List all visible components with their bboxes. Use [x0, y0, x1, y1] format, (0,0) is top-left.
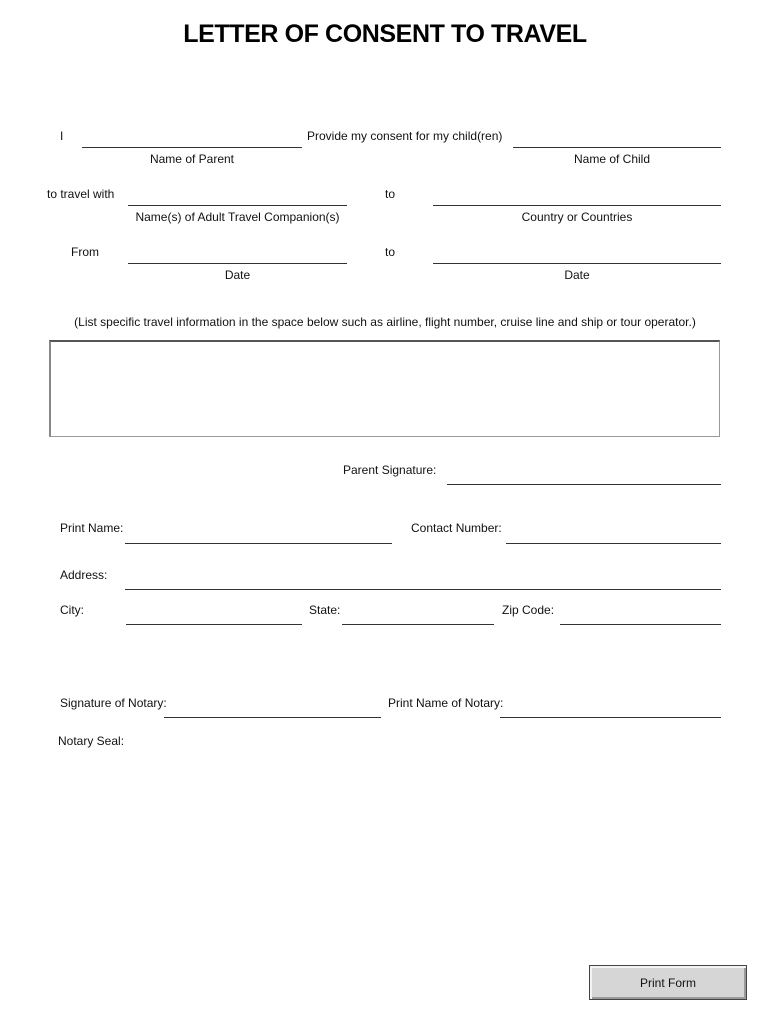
address-field-wrap [125, 572, 721, 590]
parent-name-field[interactable] [82, 131, 302, 147]
child-name-field[interactable] [513, 131, 721, 147]
print-name-field-wrap [125, 526, 392, 544]
zip-code-field[interactable] [560, 608, 721, 624]
notary-signature-label: Signature of Notary: [60, 696, 167, 710]
contact-number-field-wrap [506, 526, 721, 544]
address-line [125, 589, 721, 590]
parent-name-line [82, 147, 302, 148]
address-label: Address: [60, 568, 108, 582]
print-form-button[interactable] [589, 965, 747, 1000]
print-name-line [125, 543, 392, 544]
address-field[interactable] [125, 573, 721, 589]
notary-print-name-field[interactable] [500, 701, 721, 717]
from-date-line [128, 263, 347, 264]
child-name-field-wrap [513, 130, 721, 148]
form-title: LETTER OF CONSENT TO TRAVEL [183, 20, 587, 48]
contact-number-line [506, 543, 721, 544]
state-label: State: [309, 603, 341, 617]
child-name-line [513, 147, 721, 148]
i-label: I [60, 129, 64, 143]
instructions-text: (List specific travel information in the space below such as airline, flight number, cruise line and ship or tour operator.) [74, 315, 696, 329]
notary-print-name-label: Print Name of Notary: [388, 696, 504, 710]
travel-details-field[interactable] [51, 342, 719, 436]
from-date-field[interactable] [128, 247, 347, 263]
city-line [126, 624, 302, 625]
child-name-caption: Name of Child [573, 152, 651, 166]
notary-seal-label: Notary Seal: [58, 734, 125, 748]
notary-signature-field-wrap [164, 700, 381, 718]
from-date-caption: Date [224, 268, 251, 282]
country-field[interactable] [433, 189, 721, 205]
parent-signature-label: Parent Signature: [343, 463, 437, 477]
notary-print-name-line [500, 717, 721, 718]
zip-code-field-wrap [560, 607, 721, 625]
state-field-wrap [342, 607, 494, 625]
companion-caption: Name(s) of Adult Travel Companion(s) [135, 210, 340, 224]
to-date-field[interactable] [433, 247, 721, 263]
parent-name-caption: Name of Parent [149, 152, 235, 166]
notary-signature-line [164, 717, 381, 718]
parent-signature-field-wrap [447, 467, 721, 485]
companion-field[interactable] [128, 189, 347, 205]
print-form-button-label: Print Form [639, 975, 696, 990]
print-name-field[interactable] [125, 527, 392, 543]
country-line [433, 205, 721, 206]
city-field-wrap [126, 607, 302, 625]
state-field[interactable] [342, 608, 494, 624]
travel-details-box [49, 340, 720, 437]
city-label: City: [60, 603, 84, 617]
to-label-1: to [385, 187, 396, 201]
to-date-field-wrap [433, 246, 721, 264]
from-label: From [71, 245, 99, 259]
print-name-label: Print Name: [60, 521, 124, 535]
to-date-line [433, 263, 721, 264]
parent-signature-field[interactable] [447, 468, 721, 484]
companion-line [128, 205, 347, 206]
zip-code-line [560, 624, 721, 625]
to-date-caption: Date [564, 268, 590, 282]
contact-number-label: Contact Number: [411, 521, 502, 535]
parent-signature-line [447, 484, 721, 485]
zip-code-label: Zip Code: [502, 603, 555, 617]
country-caption: Country or Countries [521, 210, 633, 224]
to-label-2: to [385, 245, 396, 259]
travel-with-label: to travel with [47, 187, 115, 201]
companion-field-wrap [128, 188, 347, 206]
city-field[interactable] [126, 608, 302, 624]
notary-print-name-field-wrap [500, 700, 721, 718]
country-field-wrap [433, 188, 721, 206]
consent-text: Provide my consent for my child(ren) [307, 129, 503, 143]
contact-number-field[interactable] [506, 527, 721, 543]
state-line [342, 624, 494, 625]
from-date-field-wrap [128, 246, 347, 264]
parent-name-field-wrap [82, 130, 302, 148]
notary-signature-field[interactable] [164, 701, 381, 717]
